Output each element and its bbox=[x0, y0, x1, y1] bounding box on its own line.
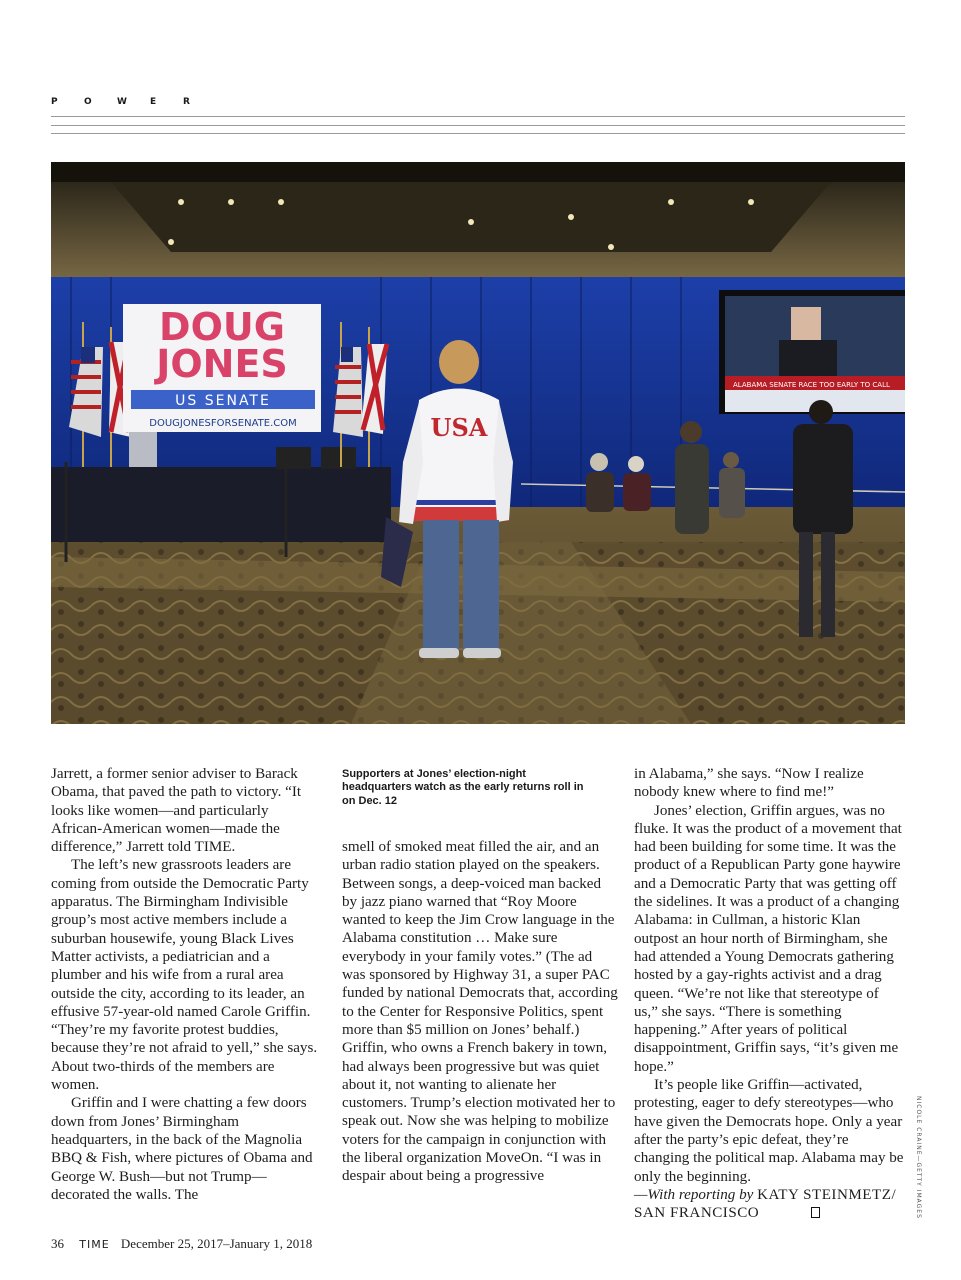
feature-photo bbox=[51, 162, 905, 724]
article-column-2 bbox=[342, 838, 618, 1186]
byline bbox=[634, 1186, 906, 1223]
photo-illustration bbox=[51, 162, 905, 724]
section-letter: E bbox=[150, 97, 157, 107]
tv-banner: ALABAMA SENATE RACE TOO EARLY TO CALL bbox=[733, 381, 890, 389]
header-rule bbox=[51, 116, 905, 117]
paragraph: Jarrett, a former senior adviser to Barack Obama, that paved the path to victory. “It looks like women—and particularly African-American women—made the difference,” Jarrett told TIME. bbox=[51, 766, 302, 856]
page-number: 36 bbox=[51, 1236, 64, 1251]
sign-url: DOUGJONESFORSENATE.COM bbox=[149, 418, 297, 429]
section-letter: O bbox=[84, 97, 92, 107]
photo-credit bbox=[915, 1096, 932, 1220]
paragraph: smell of smoked meat filled the air, and an urban radio station played on the speakers. Between songs, a deep-voiced man backed by jazz piano warned that “Roy Moore wanted to keep the Jim Crow language in the Alabama constitution … Make sure everybody in your family votes.” (The ad was sponsored by Highway 31, a super PAC funded by national Democrats that, according to the Center for Responsive Politics, spent more than $5 million on Jones’ behalf.) Griffin, who owns a French bakery in town, had always been progressive but was quiet about it, not wanting to alienate her customers. Trump’s election motivated her to speak out. Now she was helping to mobilize voters for the campaign in conjunction with the liberal organization MoveOn. “I was in despair about being a progressive bbox=[342, 839, 618, 1185]
section-label bbox=[51, 97, 216, 107]
section-letter: P bbox=[51, 97, 58, 107]
campaign-sign bbox=[123, 304, 321, 432]
paragraph: Jones’ election, Griffin argues, was no fluke. It was the product of a movement that had been building for some time. It was the product of a Republican Party gone haywire and a Democratic Party that was getting off the sidelines. It was a product of a changing Alabama: in Cullman, a historic Klan outpost an hour north of Birmingham, she had attended a Young Democrats gathering hosted by a gay-rights activist and a drag queen. “We’re not like that stereotype of us,” she says. “There is something happening.” After years of political disappointment, Griffin says, “it’s given me hope.” bbox=[634, 802, 902, 1075]
speaker bbox=[276, 447, 311, 469]
issue-date: December 25, 2017–January 1, 2018 bbox=[120, 1236, 313, 1251]
end-mark-icon bbox=[811, 1207, 820, 1218]
article-column-1 bbox=[51, 765, 319, 1204]
header-rule bbox=[51, 125, 905, 126]
tv-screen bbox=[719, 290, 905, 414]
byline-lead: —With reporting by bbox=[634, 1186, 754, 1203]
paragraph: It’s people like Griffin—activated, protesting, eager to defy stereotypes—who have given the Democrats hope. Only a year after the party’s epic defeat, they’re changing the political map. Alabama may be only the beginning. bbox=[634, 1077, 904, 1185]
sign-line1: DOUG bbox=[159, 305, 285, 349]
paragraph: The left’s new grassroots leaders are coming from outside the Democratic Party apparatus. The Birmingham Indivisible group’s most active members include a suburban housewife, young Black Lives Matter activists, a pediatrician and a plumber and his wife from a rural area outside the city, according to its leader, an effusive 57-year-old named Carole Griffin. “They’re my favorite protest buddies, because they’re not afraid to yell,” she says. About two-thirds of the members are women. bbox=[51, 857, 318, 1094]
stage bbox=[51, 467, 391, 542]
magazine-name: TIME bbox=[79, 1238, 110, 1251]
sign-line2: JONES bbox=[156, 342, 288, 386]
section-letter: R bbox=[183, 97, 190, 107]
photo-caption: Supporters at Jones’ election-night headquarters watch as the early returns roll in on Dec. 12 bbox=[342, 768, 584, 807]
photo-credit-text: NICOLE CRAINE—GETTY IMAGES bbox=[915, 1096, 922, 1219]
article-column-3 bbox=[634, 765, 906, 1222]
sign-line3: US SENATE bbox=[175, 393, 271, 409]
header-rule bbox=[51, 133, 905, 134]
page-footer bbox=[51, 1236, 312, 1252]
paragraph: in Alabama,” she says. “Now I realize nobody knew where to find me!” bbox=[634, 766, 864, 801]
jacket-text: USA bbox=[430, 413, 488, 442]
section-letter: W bbox=[117, 97, 127, 107]
paragraph: Griffin and I were chatting a few doors down from Jones’ Birmingham headquarters, in the back of the Magnolia BBQ & Fish, where pictures of Obama and George W. Bush—but not Trump—decorated the walls. The bbox=[51, 1095, 313, 1203]
byline-names: KATY STEINMETZ/ SAN FRANCISCO bbox=[634, 1186, 897, 1222]
